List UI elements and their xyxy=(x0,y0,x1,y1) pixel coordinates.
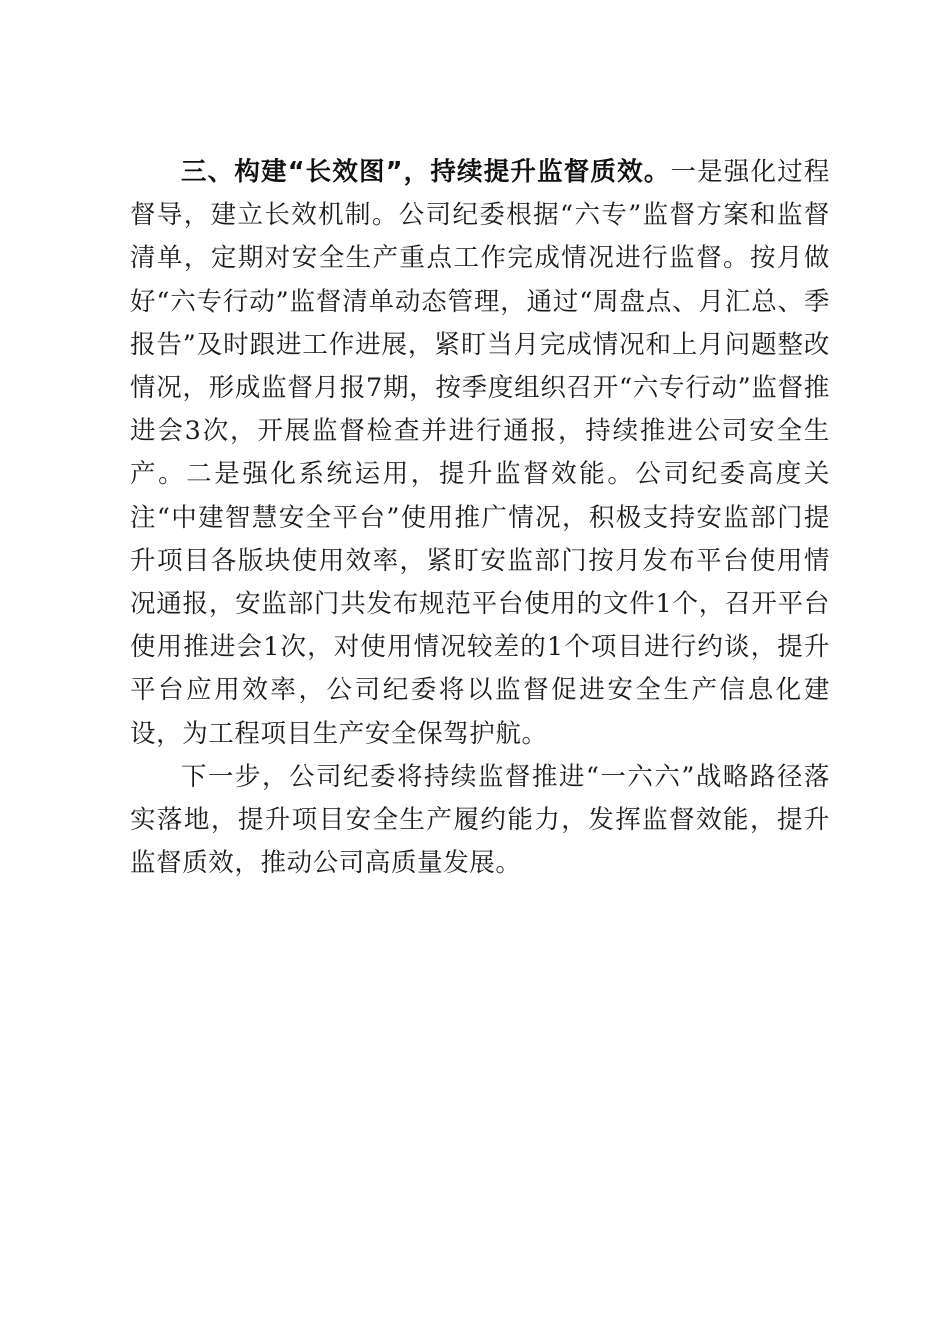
paragraph-text: 一是强化过程督导，建立长效机制。公司纪委根据“六专”监督方案和监督清单，定期对安全生产重点工作完成情况进行监督。按月做好“六专行动”监督清单动态管理，通过“周盘点、月汇总、季报告”及时跟进工作进展，紧盯当月完成情况和上月问题整改情况，形成监督月报7期，按季度组织召开“六专行动”监督推进会3次，开展监督检查并进行通报，持续推进公司安全生产。二是强化系统运用，提升监督效能。公司纪委高度关注“中建智慧安全平台”使用推广情况，积极支持安监部门提升项目各版块使用效率，紧盯安监部门按月发布平台使用情况通报，安监部门共发布规范平台使用的文件1个，召开平台使用推进会1次，对使用情况较差的1个项目进行约谈，提升平台应用效率，公司纪委将以监督促进安全生产信息化建设，为工程项目生产安全保驾护航。 xyxy=(130,157,830,749)
section-heading: 三、构建“长效图”，持续提升监督质效。 xyxy=(181,157,671,187)
paragraph-next-steps xyxy=(130,756,830,886)
paragraph-section-three xyxy=(130,151,830,756)
paragraph-text: 下一步，公司纪委将持续监督推进“一六六”战略路径落实落地，提升项目安全生产履约能力，发挥监督效能，提升监督质效，推动公司高质量发展。 xyxy=(130,761,830,879)
document-body xyxy=(130,151,830,885)
